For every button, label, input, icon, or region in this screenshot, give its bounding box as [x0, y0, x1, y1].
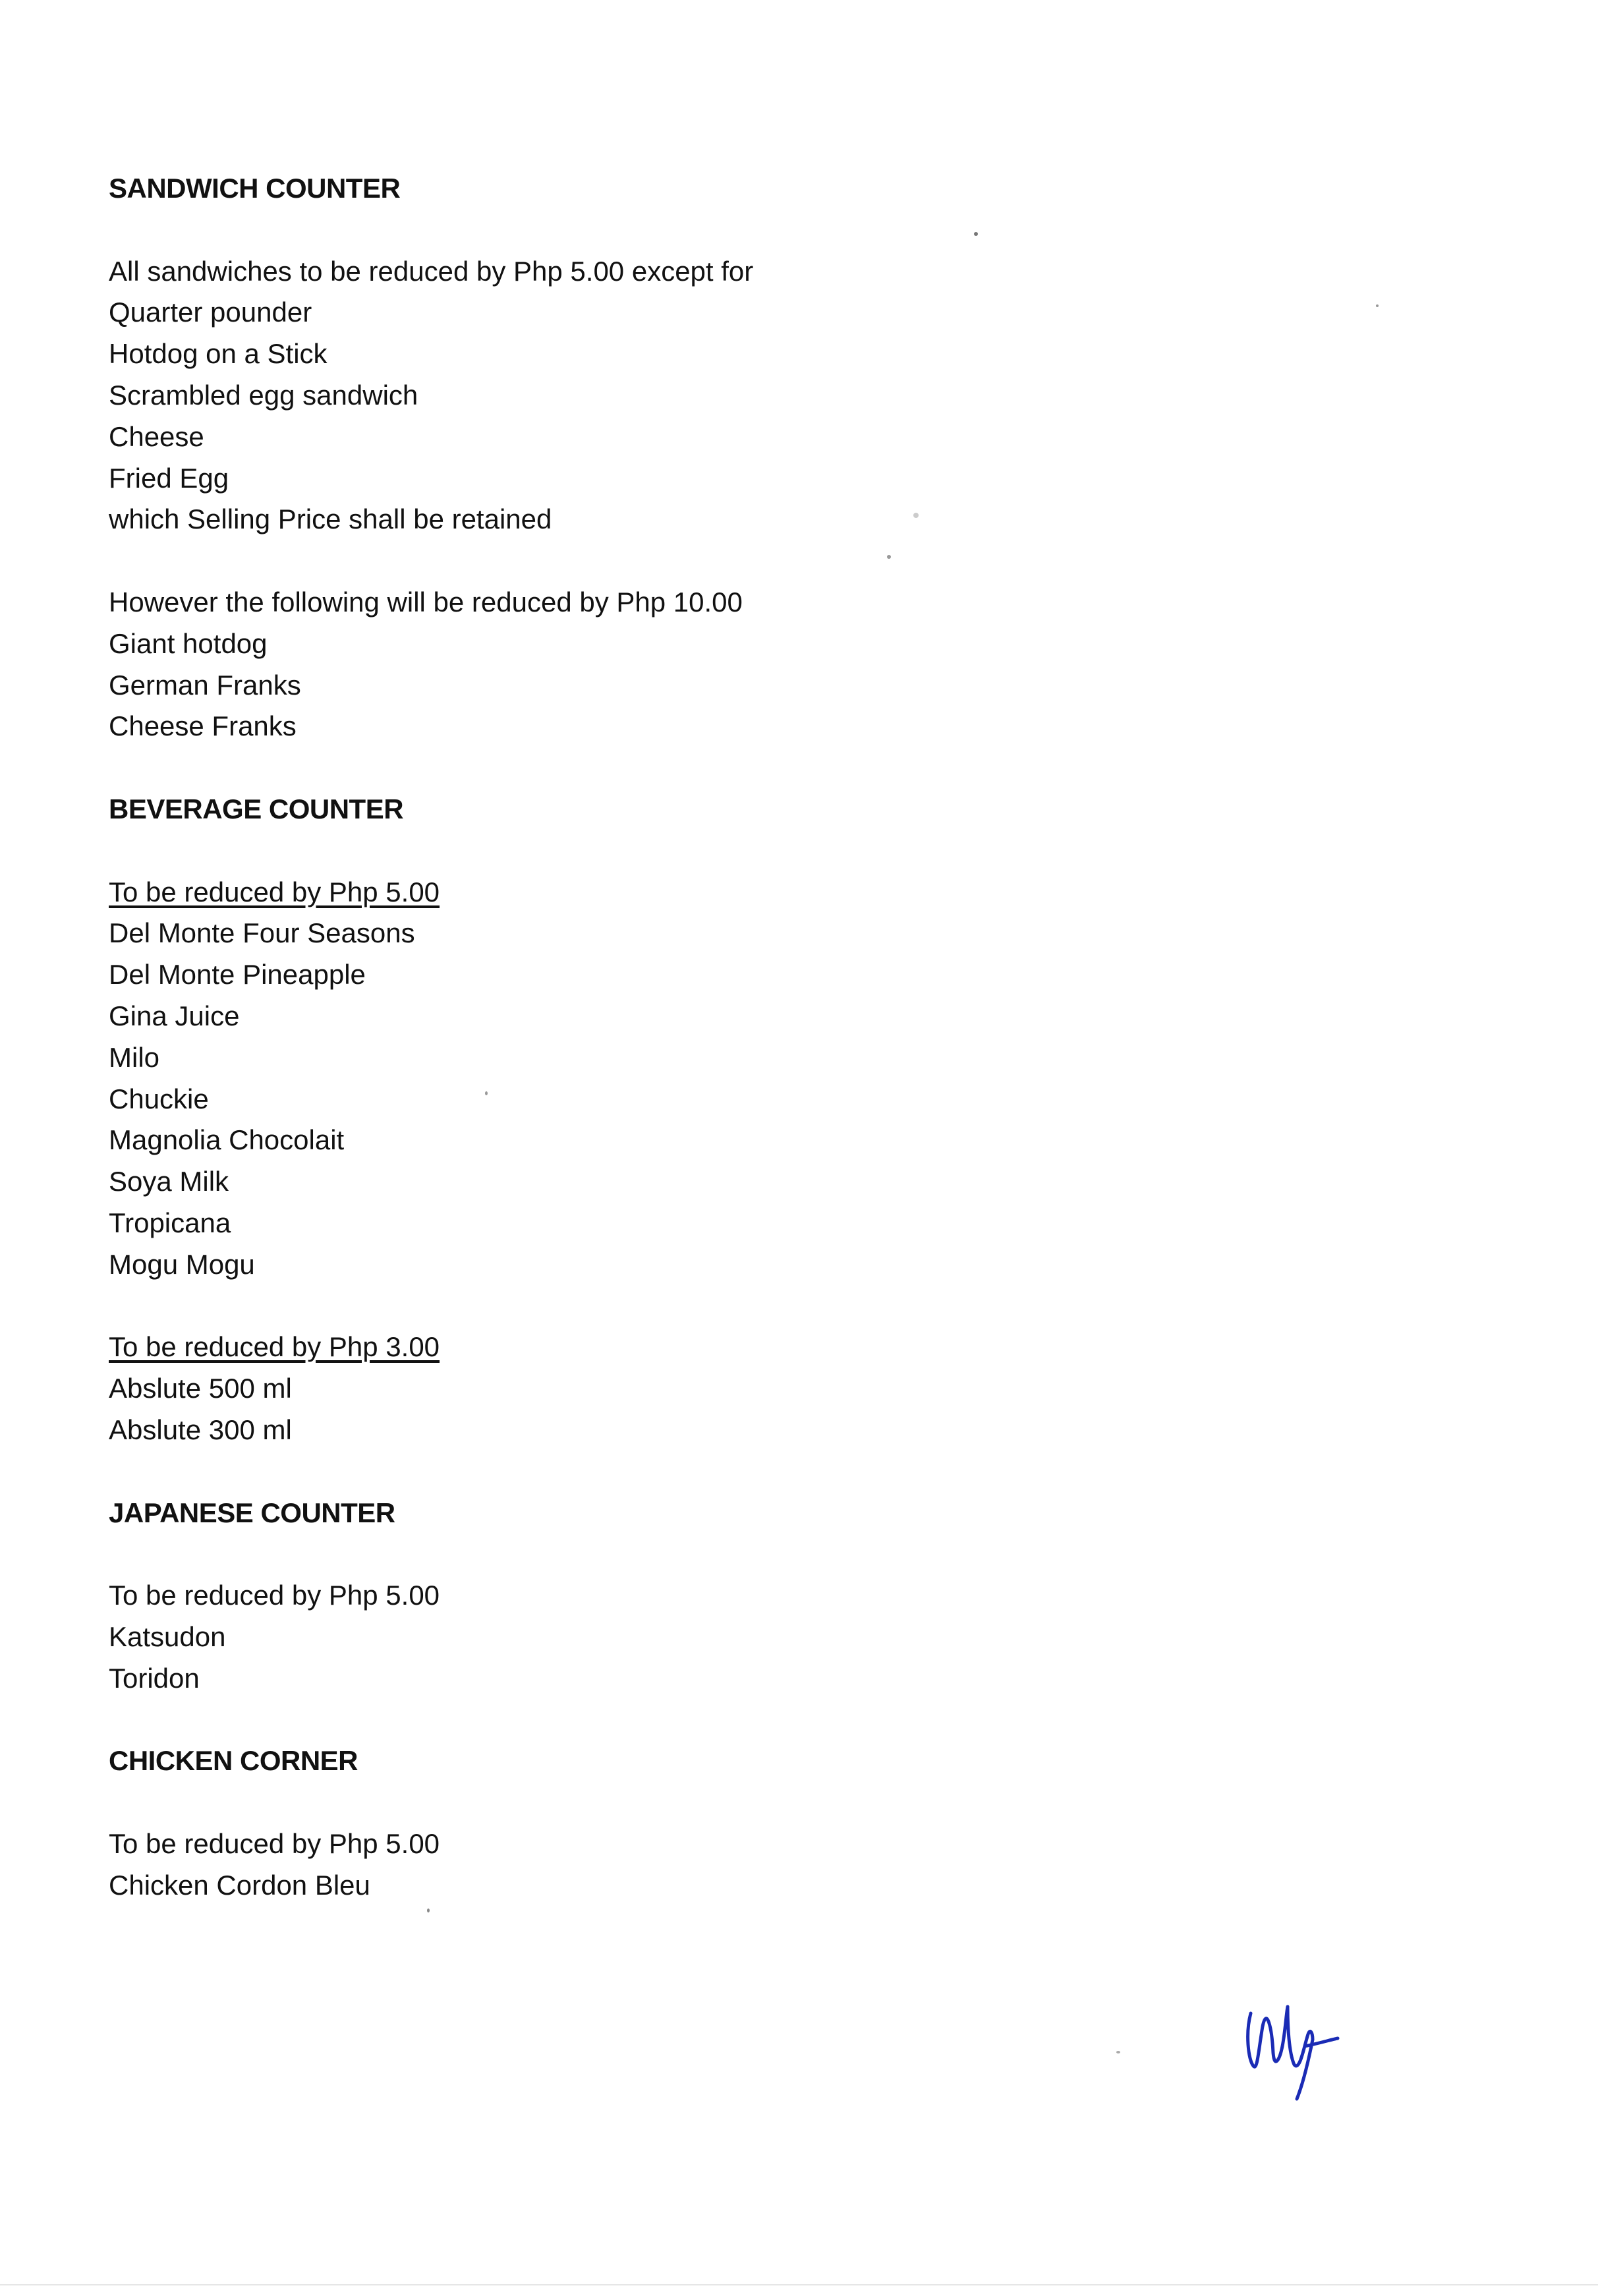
list-item: Cheese: [109, 420, 204, 452]
list-item: Cheese Franks: [109, 710, 297, 742]
subheading-reduce-5: To be reduced by Php 5.00: [109, 876, 440, 907]
scan-edge: [0, 2284, 1598, 2285]
list-item: Chicken Cordon Bleu: [109, 1869, 370, 1901]
list-item: Katsudon: [109, 1621, 226, 1652]
scan-speck: [887, 555, 891, 559]
list-item: Fried Egg: [109, 462, 229, 494]
list-item: Hotdog on a Stick: [109, 338, 328, 370]
subheading-reduce-3: To be reduced by Php 3.00: [109, 1331, 440, 1363]
scan-speck: [974, 232, 978, 236]
scan-speck: [913, 513, 919, 518]
list-item: Mogu Mogu: [109, 1248, 255, 1280]
list-item: To be reduced by Php 5.00: [109, 1580, 440, 1611]
scan-speck: [1116, 2051, 1120, 2053]
list-item: Chuckie: [109, 1083, 209, 1114]
scan-speck: [1376, 304, 1379, 307]
document-body: [109, 168, 1229, 1906]
section-heading-beverage-counter: BEVERAGE COUNTER: [109, 793, 404, 824]
list-item: Quarter pounder: [109, 297, 312, 328]
list-item: Del Monte Pineapple: [109, 959, 366, 990]
list-item: Gina Juice: [109, 1000, 240, 1031]
list-item: To be reduced by Php 5.00: [109, 1827, 440, 1859]
list-item: Del Monte Four Seasons: [109, 917, 415, 949]
section-heading-japanese-counter: JAPANESE COUNTER: [109, 1497, 395, 1528]
list-item: All sandwiches to be reduced by Php 5.00 except for: [109, 255, 754, 287]
list-item: However the following will be reduced by Php 10.00: [109, 586, 743, 617]
section-heading-chicken-corner: CHICKEN CORNER: [109, 1745, 358, 1777]
list-item: Toridon: [109, 1662, 200, 1694]
scan-speck: [485, 1091, 488, 1095]
list-item: German Franks: [109, 669, 301, 701]
list-item: which Selling Price shall be retained: [109, 503, 552, 535]
list-item: Abslute 300 ml: [109, 1414, 292, 1445]
list-item: Magnolia Chocolait: [109, 1124, 345, 1156]
list-item: Milo: [109, 1041, 160, 1073]
list-item: Soya Milk: [109, 1166, 229, 1197]
list-item: Giant hotdog: [109, 627, 268, 659]
scan-speck: [427, 1909, 430, 1912]
list-item: Tropicana: [109, 1207, 231, 1238]
section-heading-sandwich-counter: SANDWICH COUNTER: [109, 173, 401, 204]
signature-initials-icon: [1239, 1987, 1344, 2106]
list-item: Scrambled egg sandwich: [109, 379, 418, 411]
list-item: Abslute 500 ml: [109, 1373, 292, 1404]
